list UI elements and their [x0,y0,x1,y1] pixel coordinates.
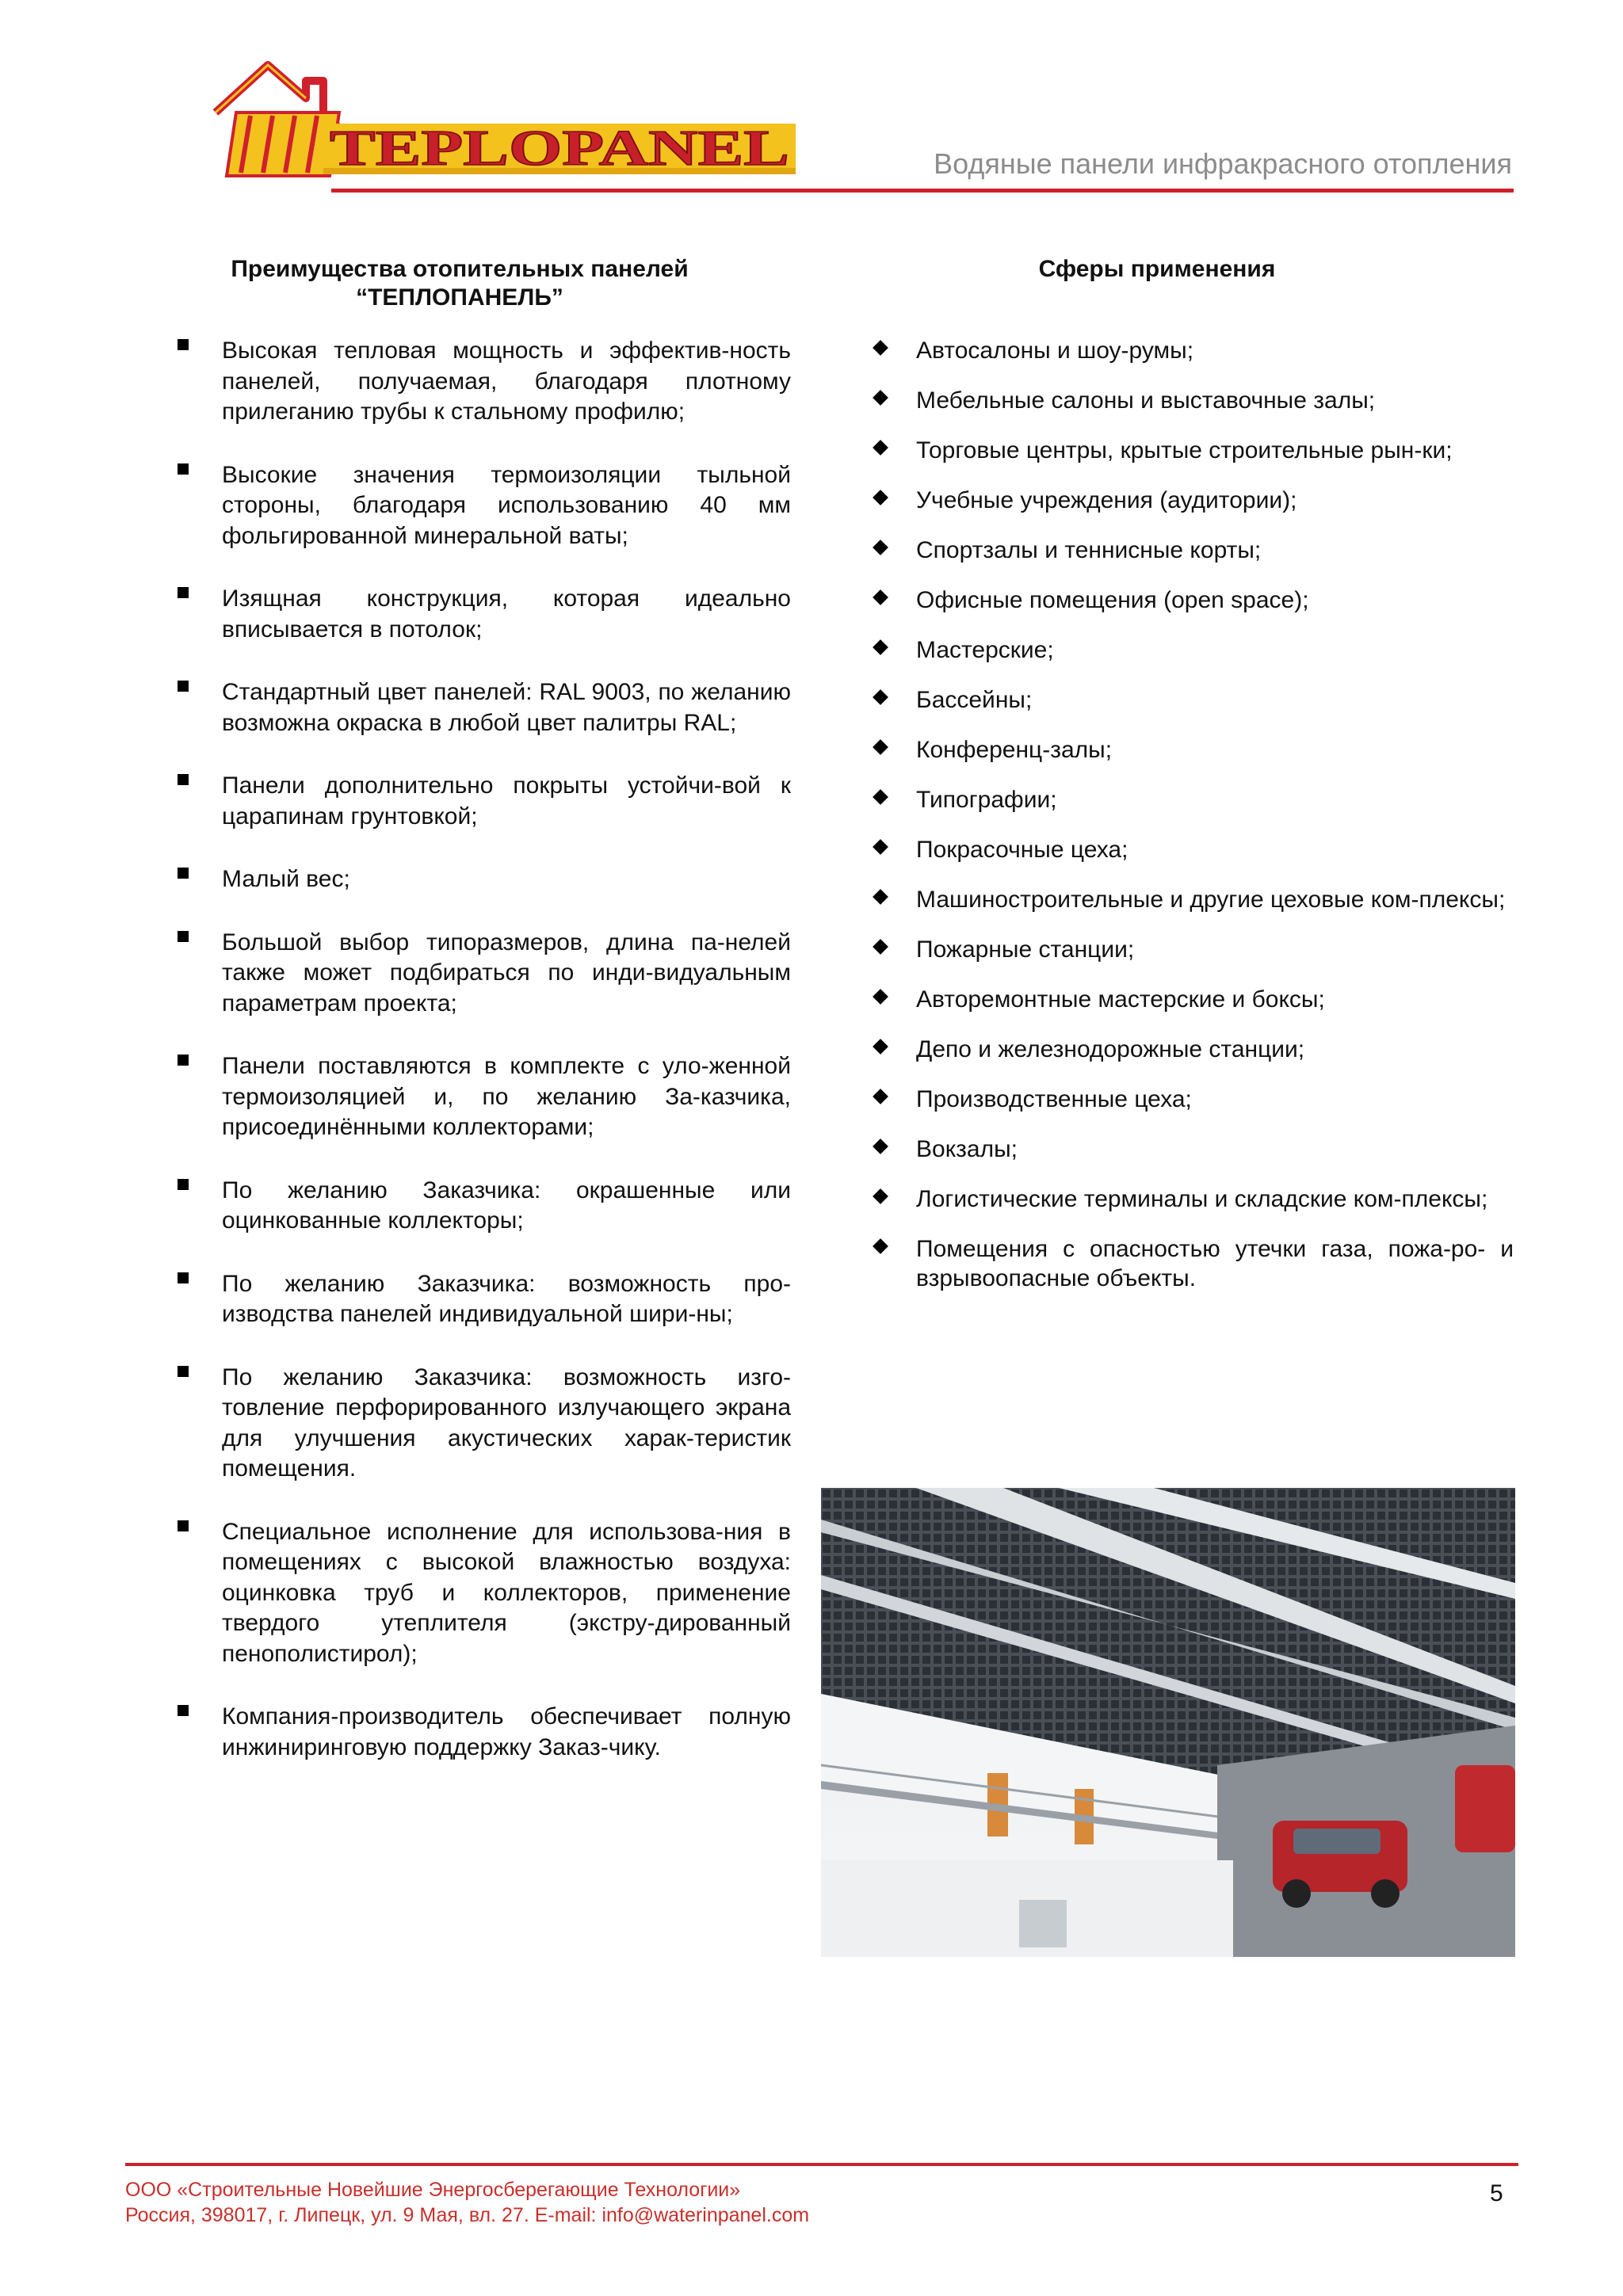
diamond-bullet-icon [873,739,888,755]
list-item: Высокие значения термоизоляции тыльной стороны, благодаря использованию 40 мм фольгированной минеральной ваты; [174,460,791,552]
list-item: Депо и железнодорожные станции; [869,1035,1514,1064]
list-item: Компания-производитель обеспечивает полную инжиниринговую поддержку Заказ-чику. [174,1702,791,1763]
list-item: По желанию Заказчика: возможность про-изводства панелей индивидуальной шири-ны; [174,1269,791,1330]
diamond-bullet-icon [873,390,888,406]
applications-title: Сферы применения [1038,256,1276,282]
list-item: По желанию Заказчика: возможность изго-товление перфорированного излучающего экрана для улучшения акустических харак-теристик помещения. [174,1363,791,1485]
list-item: Торговые центры, крытые строительные рын-ки; [869,436,1514,465]
square-bullet-icon [178,1520,189,1531]
teplopanel-logo [212,57,799,184]
square-bullet-icon [178,1272,189,1283]
showroom-ceiling-photo [821,1488,1515,1957]
square-bullet-icon [178,1055,189,1066]
diamond-bullet-icon [873,1188,888,1204]
list-item: Малый вес; [174,864,791,895]
logo-text: TEPLOPANEL [330,120,789,176]
list-item: Мебельные салоны и выставочные залы; [869,386,1514,415]
diamond-bullet-icon [873,1238,888,1254]
advantages-title-line1: Преимущества отопительных панелей [231,256,689,282]
diamond-bullet-icon [873,490,888,505]
list-item: По желанию Заказчика: окрашенные или оцинкованные коллекторы; [174,1176,791,1237]
list-item: Типографии; [869,785,1514,814]
advantages-list [174,336,791,1795]
diamond-bullet-icon [873,989,888,1005]
list-item: Панели дополнительно покрыты устойчи-вой к царапинам грунтовкой; [174,771,791,832]
diamond-bullet-icon [873,639,888,655]
list-item: Учебные учреждения (аудитории); [869,486,1514,515]
diamond-bullet-icon [873,540,888,555]
list-item: Машиностроительные и другие цеховые ком-плексы; [869,885,1514,914]
advantages-title-line2: “ТЕПЛОПАНЕЛЬ” [356,284,563,311]
list-item: Логистические терминалы и складские ком-плексы; [869,1184,1514,1214]
list-item: Высокая тепловая мощность и эффектив-ность панелей, получаемая, благодаря плотному прилеганию трубы к стальному профилю; [174,336,791,428]
diamond-bullet-icon [873,839,888,855]
diamond-bullet-icon [873,1039,888,1055]
square-bullet-icon [178,681,189,692]
list-item: Бассейны; [869,685,1514,715]
house-logo-icon [212,57,799,184]
list-item: Офисные помещения (open space); [869,585,1514,615]
square-bullet-icon [178,868,189,879]
list-item: Покрасочные цеха; [869,835,1514,864]
square-bullet-icon [178,339,189,350]
square-bullet-icon [178,1705,189,1716]
list-item: Вокзалы; [869,1135,1514,1164]
diamond-bullet-icon [873,889,888,905]
square-bullet-icon [178,587,189,598]
applications-list [869,336,1514,1314]
page-number: 5 [1490,2180,1503,2206]
footer-divider [125,2163,1518,2166]
list-item: Большой выбор типоразмеров, длина па-нелей также может подбираться по инди-видуальным параметрам проекта; [174,928,791,1020]
list-item: Производственные цеха; [869,1085,1514,1114]
square-bullet-icon [178,463,189,475]
footer-company-name: ООО «Строительные Новейшие Энергосберегающие Технологии» [125,2179,741,2201]
list-item: Специальное исполнение для использова-ния в помещениях с высокой влажностью воздуха: оцинковка труб и коллекторов, применение твердого утеплителя (экстру-дированный пенополистирол); [174,1517,791,1670]
list-item: Изящная конструкция, которая идеально вписывается в потолок; [174,584,791,645]
header-divider [331,189,1514,193]
diamond-bullet-icon [873,589,888,605]
list-item: Спортзалы и теннисные корты; [869,536,1514,565]
square-bullet-icon [178,774,189,785]
diamond-bullet-icon [873,689,888,705]
list-item: Панели поставляются в комплекте с уло-женной термоизоляцией и, по желанию За-казчика, присоединёнными коллекторами; [174,1051,791,1143]
list-item: Мастерские; [869,635,1514,665]
advantages-title [158,255,761,312]
diamond-bullet-icon [873,440,888,456]
list-item: Пожарные станции; [869,935,1514,964]
square-bullet-icon [178,1179,189,1190]
list-item: Помещения с опасностью утечки газа, пожа-ро- и взрывоопасные объекты. [869,1234,1514,1293]
square-bullet-icon [178,931,189,942]
square-bullet-icon [178,1366,189,1377]
header-tagline: Водяные панели инфракрасного отопления [934,147,1512,180]
diamond-bullet-icon [873,939,888,955]
footer-company-info [125,2177,809,2228]
diamond-bullet-icon [873,1089,888,1104]
diamond-bullet-icon [873,340,888,356]
diamond-bullet-icon [873,1138,888,1154]
diamond-bullet-icon [873,789,888,805]
list-item: Конференц-залы; [869,735,1514,765]
list-item: Стандартный цвет панелей: RAL 9003, по желанию возможна окраска в любой цвет палитры RAL; [174,677,791,738]
list-item: Авторемонтные мастерские и боксы; [869,985,1514,1014]
list-item: Автосалоны и шоу-румы; [869,336,1514,365]
footer-address: Россия, 398017, г. Липецк, ул. 9 Мая, вл. 27. E-mail: info@waterinpanel.com [125,2204,810,2226]
